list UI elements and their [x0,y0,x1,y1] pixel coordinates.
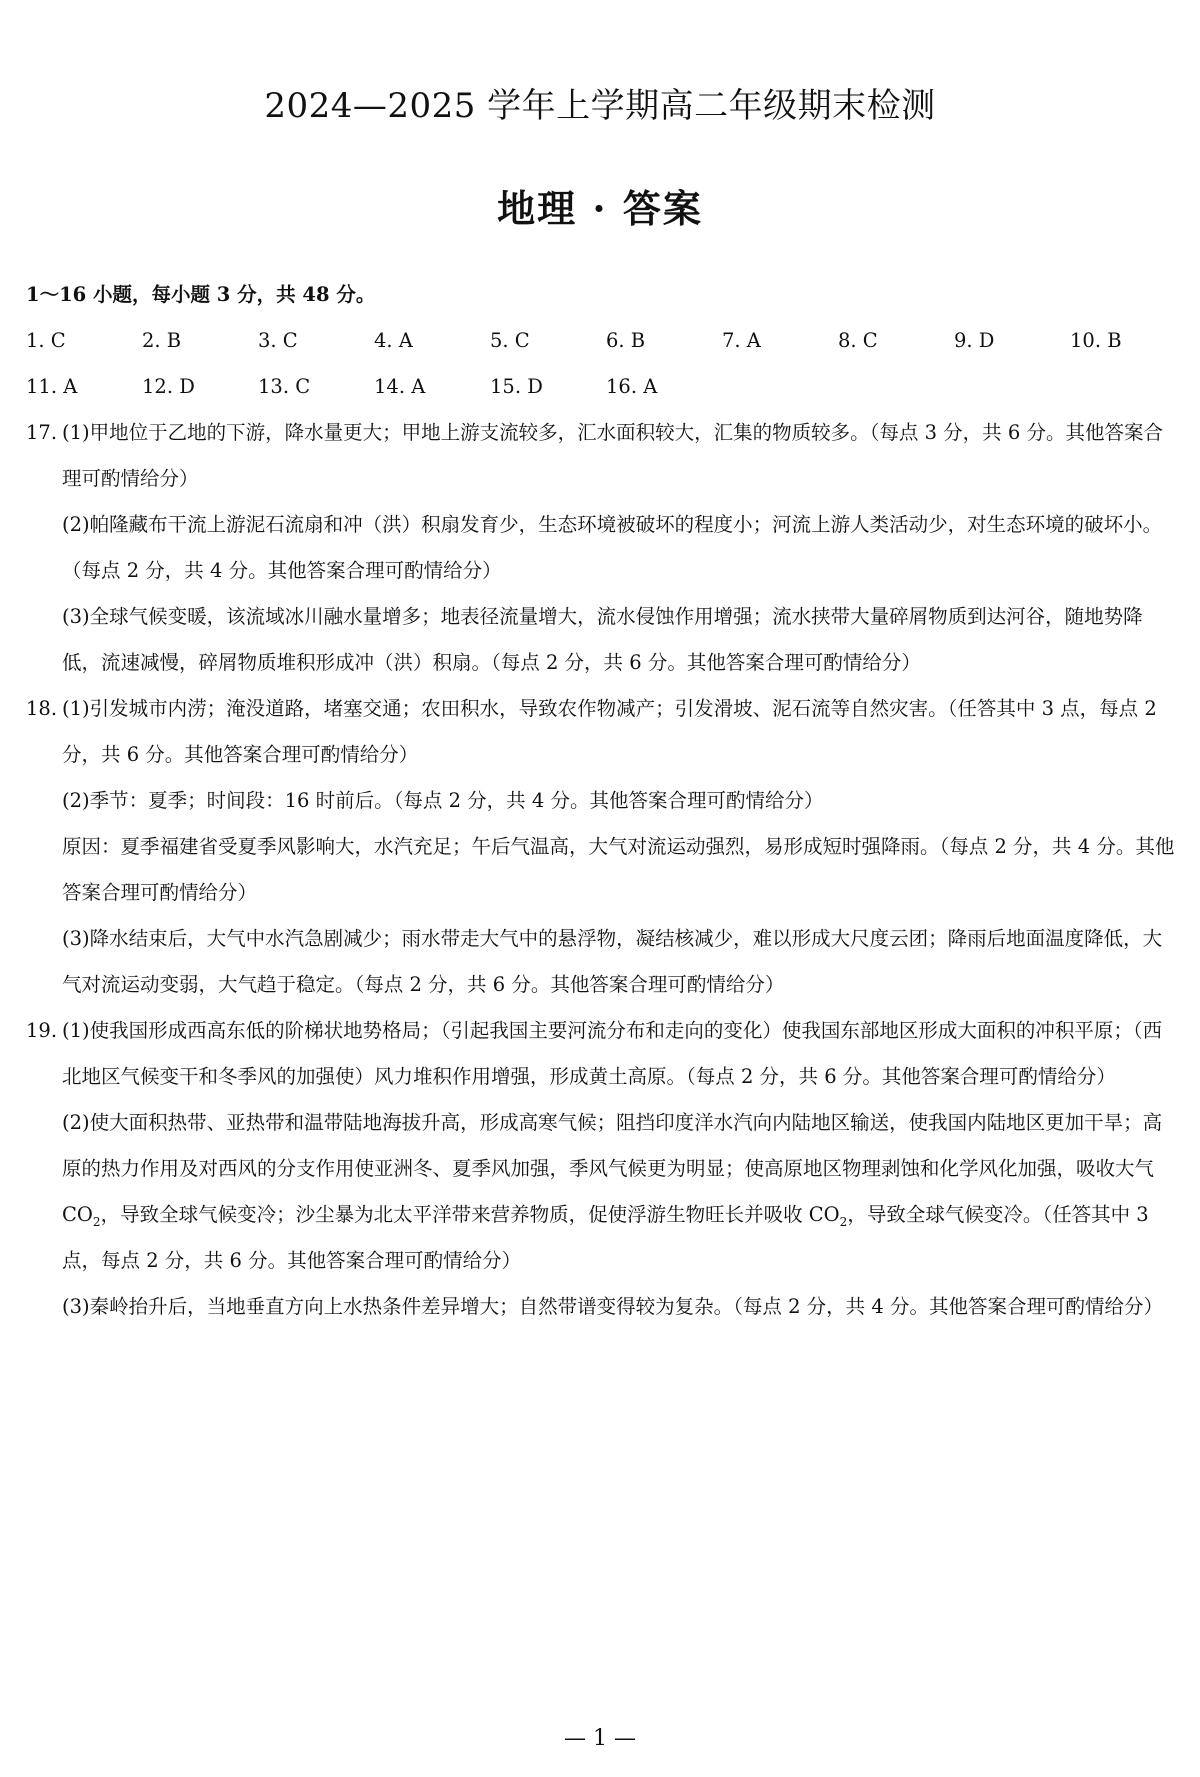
mc-answer: 5. C [490,329,530,352]
mc-answer-row-1 [26,318,1176,364]
mc-answer: 8. C [838,329,878,352]
question-19 [26,1008,1176,1330]
answer-part-1: (1)使我国形成西高东低的阶梯状地势格局；（引起我国主要河流分布和走向的变化）使我国东部地区形成大面积的冲积平原；（西北地区气候变干和冬季风的加强使）风力堆积作用增强，形成黄土高原。（每点 2 分，共 6 分。其他答案合理可酌情给分） [62,1019,1163,1088]
answer-part-1: (1)甲地位于乙地的下游，降水量更大；甲地上游支流较多，汇水面积较大，汇集的物质较多。（每点 3 分，共 6 分。其他答案合理可酌情给分） [62,421,1163,490]
mc-answer: 15. D [490,375,543,398]
subscript: 2 [839,1214,848,1229]
page-subtitle: 地理 · 答案 [497,186,703,231]
page-title: 2024—2025 学年上学期高二年级期末检测 [264,86,936,126]
mc-answer: 10. B [1070,329,1122,352]
answer-text: ，导致全球气候变冷；沙尘暴为北太平洋带来营养物质，促使浮游生物旺长并吸收 CO [100,1203,840,1226]
answer-part-2 [62,1100,1176,1284]
mc-answer: 14. A [374,375,426,398]
answer-part-3: (3)降水结束后，大气中水汽急剧减少；雨水带走大气中的悬浮物，凝结核减少，难以形成大尺度云团；降雨后地面温度降低，大气对流运动变弱，大气趋于稳定。（每点 2 分，共 6 分。其他答案合理可酌情给分） [62,927,1163,996]
answer-part-1: (1)引发城市内涝；淹没道路，堵塞交通；农田积水，导致农作物减产；引发滑坡、泥石流等自然灾害。（任答其中 3 点，每点 2 分，共 6 分。其他答案合理可酌情给分） [62,697,1157,766]
mc-heading: 1～16 小题，每小题 3 分，共 48 分。 [26,283,376,306]
mc-answer: 2. B [142,329,182,352]
mc-answer: 12. D [142,375,195,398]
answer-text: ，导致全球气候变冷。（任答其中 3 点，每点 2 分，共 6 分。其他答案合理可酌情给分） [62,1203,1149,1272]
mc-answer: 13. C [258,375,311,398]
mc-answer: 4. A [374,329,413,352]
answer-part-2-reason: 原因：夏季福建省受夏季风影响大，水汽充足；午后气温高，大气对流运动强烈，易形成短时强降雨。（每点 2 分，共 4 分。其他答案合理可酌情给分） [62,835,1175,904]
answer-text: (2)使大面积热带、亚热带和温带陆地海拔升高，形成高寒气候；阻挡印度洋水汽向内陆地区输送，使我国内陆地区更加干旱；高原的热力作用及对西风的分支作用使亚洲冬、夏季风加强，季风气候更为明显；使高原地区物理剥蚀和化学风化加强，吸收大气 CO [62,1111,1163,1226]
answer-part-3: (3)秦岭抬升后，当地垂直方向上水热条件差异增大；自然带谱变得较为复杂。（每点 2 分，共 4 分。其他答案合理可酌情给分） [62,1295,1163,1318]
mc-answer: 1. C [26,329,66,352]
mc-answer-row-2 [26,364,1176,410]
question-number: 17. [26,421,58,444]
question-number: 18. [26,697,58,720]
answer-part-2: (2)帕隆藏布干流上游泥石流扇和冲（洪）积扇发育少，生态环境被破坏的程度小；河流上游人类活动少，对生态环境的破坏小。（每点 2 分，共 4 分。其他答案合理可酌情给分） [62,513,1163,582]
mc-answer: 3. C [258,329,298,352]
mc-answer: 11. A [26,375,78,398]
question-17 [26,410,1176,686]
mc-answer: 7. A [722,329,761,352]
answer-part-3: (3)全球气候变暖，该流域冰川融水量增多；地表径流量增大，流水侵蚀作用增强；流水挟带大量碎屑物质到达河谷，随地势降低，流速减慢，碎屑物质堆积形成冲（洪）积扇。（每点 2 分，共 6 分。其他答案合理可酌情给分） [62,605,1143,674]
question-18 [26,686,1176,1008]
subscript: 2 [92,1214,101,1229]
page-number: — 1 — [564,1726,636,1751]
mc-answer: 9. D [954,329,995,352]
mc-answer: 6. B [606,329,646,352]
answer-part-2: (2)季节：夏季；时间段：16 时前后。（每点 2 分，共 4 分。其他答案合理可酌情给分） [62,789,824,812]
question-number: 19. [26,1019,58,1042]
answer-content [26,272,1176,1330]
mc-answer: 16. A [606,375,658,398]
